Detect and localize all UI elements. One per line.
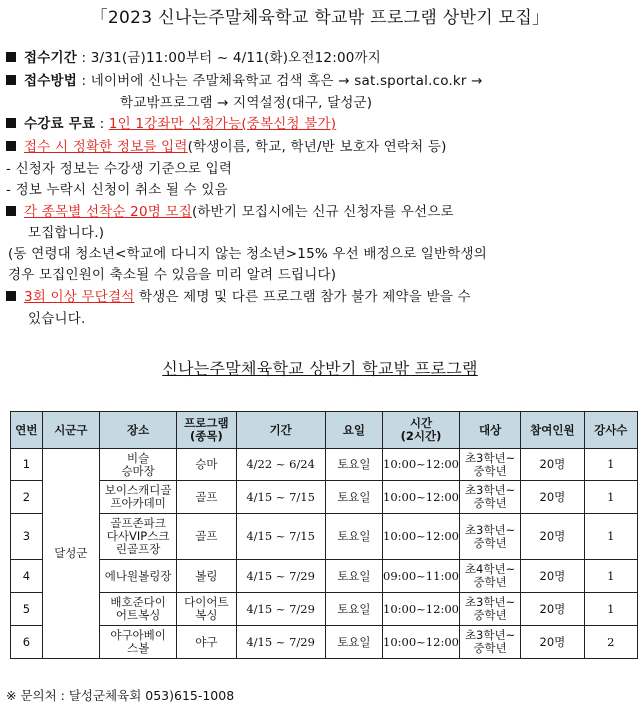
table-row [11, 626, 638, 659]
program-cell: 다이어트 복싱 [177, 593, 236, 626]
target-cell: 초3학년~ 중학년 [459, 626, 520, 659]
row-number: 6 [11, 626, 43, 659]
document-title: 「2023 신나는주말체육학교 학교밖 프로그램 상반기 모집」 [90, 8, 550, 28]
program-cell: 골프 [177, 481, 236, 514]
place-cell: 골프존파크 다사VIP스크 린골프장 [100, 514, 177, 560]
program-cell: 야구 [177, 626, 236, 659]
row-number: 3 [11, 514, 43, 560]
square-bullet-icon [6, 118, 16, 128]
method-line: 접수방법 : 네이버에 신나는 주말체육학교 검색 혹은 → sat.sportal.co.kr → [6, 69, 483, 89]
day-cell: 토요일 [325, 626, 382, 659]
people-cell: 20명 [521, 593, 584, 626]
instructors-cell: 2 [584, 626, 637, 659]
target-cell: 초4학년~ 중학년 [459, 560, 520, 593]
fee-line: 수강료 무료 : 1인 1강좌만 신청가능(중복신청 불가) [6, 112, 336, 132]
bullet-1: - 신청자 정보는 수강생 기준으로 입력 [6, 161, 233, 177]
instructors-cell: 1 [584, 593, 637, 626]
recruit-line-3: (동 연령대 청소년<학교에 다니지 않는 청소년>15% 우선 배정으로 일반학생의 [8, 246, 488, 262]
absence-red: 3회 이상 무단결석 [24, 289, 135, 305]
method-value: 네이버에 신나는 주말체육학교 검색 혹은 → sat.sportal.co.kr → [90, 73, 483, 89]
recruit-line-4: 경우 모집인원이 축소될 수 있음을 미리 알려 드립니다) [8, 267, 337, 283]
fee-label: 수강료 무료 [24, 116, 96, 132]
instructors-cell: 1 [584, 481, 637, 514]
column-header: 연번 [11, 412, 43, 449]
place-cell: 야구아베이 스볼 [100, 626, 177, 659]
day-cell: 토요일 [325, 449, 382, 481]
program-cell: 골프 [177, 514, 236, 560]
table-row [11, 593, 638, 626]
target-cell: 초3학년~ 중학년 [459, 481, 520, 514]
absence-line [6, 285, 471, 305]
period-cell: 4/22 ~ 6/24 [236, 449, 325, 481]
row-number: 1 [11, 449, 43, 481]
people-cell: 20명 [521, 481, 584, 514]
target-cell: 초3학년~ 중학년 [459, 514, 520, 560]
people-cell: 20명 [521, 514, 584, 560]
people-cell: 20명 [521, 449, 584, 481]
accuracy-line [6, 135, 447, 155]
absence-line-2: 있습니다. [28, 311, 86, 327]
recruit-line-2: 모집합니다.) [28, 225, 105, 241]
target-cell: 초3학년~ 중학년 [459, 449, 520, 481]
people-cell: 20명 [521, 560, 584, 593]
day-cell: 토요일 [325, 593, 382, 626]
day-cell: 토요일 [325, 560, 382, 593]
place-cell: 보이스캐디골 프아카데미 [100, 481, 177, 514]
recruit-red: 각 종목별 선착순 20명 모집 [24, 204, 192, 220]
accuracy-red: 접수 시 정확한 정보를 입력 [24, 139, 188, 155]
square-bullet-icon [6, 206, 16, 216]
period-cell: 4/15 ~ 7/29 [236, 560, 325, 593]
time-cell: 09:00~11:00 [383, 560, 460, 593]
table-title: 신나는주말체육학교 상반기 학교밖 프로그램 [162, 359, 478, 378]
instructors-cell: 1 [584, 449, 637, 481]
period-value: 3/31(금)11:00부터 ~ 4/11(화)오전12:00까지 [90, 50, 382, 66]
time-cell: 10:00~12:00 [383, 481, 460, 514]
table-header-row [11, 412, 638, 449]
period-label: 접수기간 [24, 50, 77, 66]
column-header: 강사수 [584, 412, 637, 449]
period-cell: 4/15 ~ 7/29 [236, 626, 325, 659]
row-number: 4 [11, 560, 43, 593]
table-row [11, 514, 638, 560]
column-header: 시간 (2시간) [383, 412, 460, 449]
absence-detail: 학생은 제명 및 다른 프로그램 참가 불가 제약을 받을 수 [138, 289, 471, 305]
period-line: 접수기간 : 3/31(금)11:00부터 ~ 4/11(화)오전12:00까지 [6, 46, 381, 66]
time-cell: 10:00~12:00 [383, 449, 460, 481]
bullet-2: - 정보 누락시 신청이 취소 될 수 있음 [6, 182, 228, 198]
column-header: 장소 [100, 412, 177, 449]
square-bullet-icon [6, 52, 16, 62]
square-bullet-icon [6, 75, 16, 85]
people-cell: 20명 [521, 626, 584, 659]
accuracy-detail: (학생이름, 학교, 학년/반 보호자 연락처 등) [187, 139, 447, 155]
recruit-detail: (하반기 모집시에는 신규 신청자를 우선으로 [191, 204, 454, 220]
instructors-cell: 1 [584, 560, 637, 593]
square-bullet-icon [6, 141, 16, 151]
target-cell: 초3학년~ 중학년 [459, 593, 520, 626]
column-header: 시군구 [42, 412, 99, 449]
time-cell: 10:00~12:00 [383, 626, 460, 659]
table-row [11, 481, 638, 514]
program-cell: 승마 [177, 449, 236, 481]
place-cell: 에나원볼링장 [100, 560, 177, 593]
fee-note: 1인 1강좌만 신청가능(중복신청 불가) [108, 116, 337, 132]
day-cell: 토요일 [325, 481, 382, 514]
row-number: 2 [11, 481, 43, 514]
program-cell: 볼링 [177, 560, 236, 593]
square-bullet-icon [6, 291, 16, 301]
table-row [11, 560, 638, 593]
method-line-2: 학교밖프로그램 → 지역설정(대구, 달성군) [120, 95, 373, 111]
contact-info: ※ 문의처 : 달성군체육회 053)615-1008 [6, 688, 235, 703]
time-cell: 10:00~12:00 [383, 514, 460, 560]
period-cell: 4/15 ~ 7/29 [236, 593, 325, 626]
period-cell: 4/15 ~ 7/15 [236, 481, 325, 514]
instructors-cell: 1 [584, 514, 637, 560]
column-header: 대상 [459, 412, 520, 449]
column-header: 참여인원 [521, 412, 584, 449]
period-cell: 4/15 ~ 7/15 [236, 514, 325, 560]
day-cell: 토요일 [325, 514, 382, 560]
district-cell: 달성군 [42, 449, 99, 659]
column-header: 프로그램 (종목) [177, 412, 236, 449]
place-cell: 비슬 승마장 [100, 449, 177, 481]
table-row [11, 449, 638, 481]
row-number: 5 [11, 593, 43, 626]
program-table [10, 411, 638, 659]
column-header: 기간 [236, 412, 325, 449]
place-cell: 배호준다이 어트복싱 [100, 593, 177, 626]
method-label: 접수방법 [24, 73, 77, 89]
time-cell: 10:00~12:00 [383, 593, 460, 626]
recruit-line [6, 200, 454, 220]
column-header: 요일 [325, 412, 382, 449]
